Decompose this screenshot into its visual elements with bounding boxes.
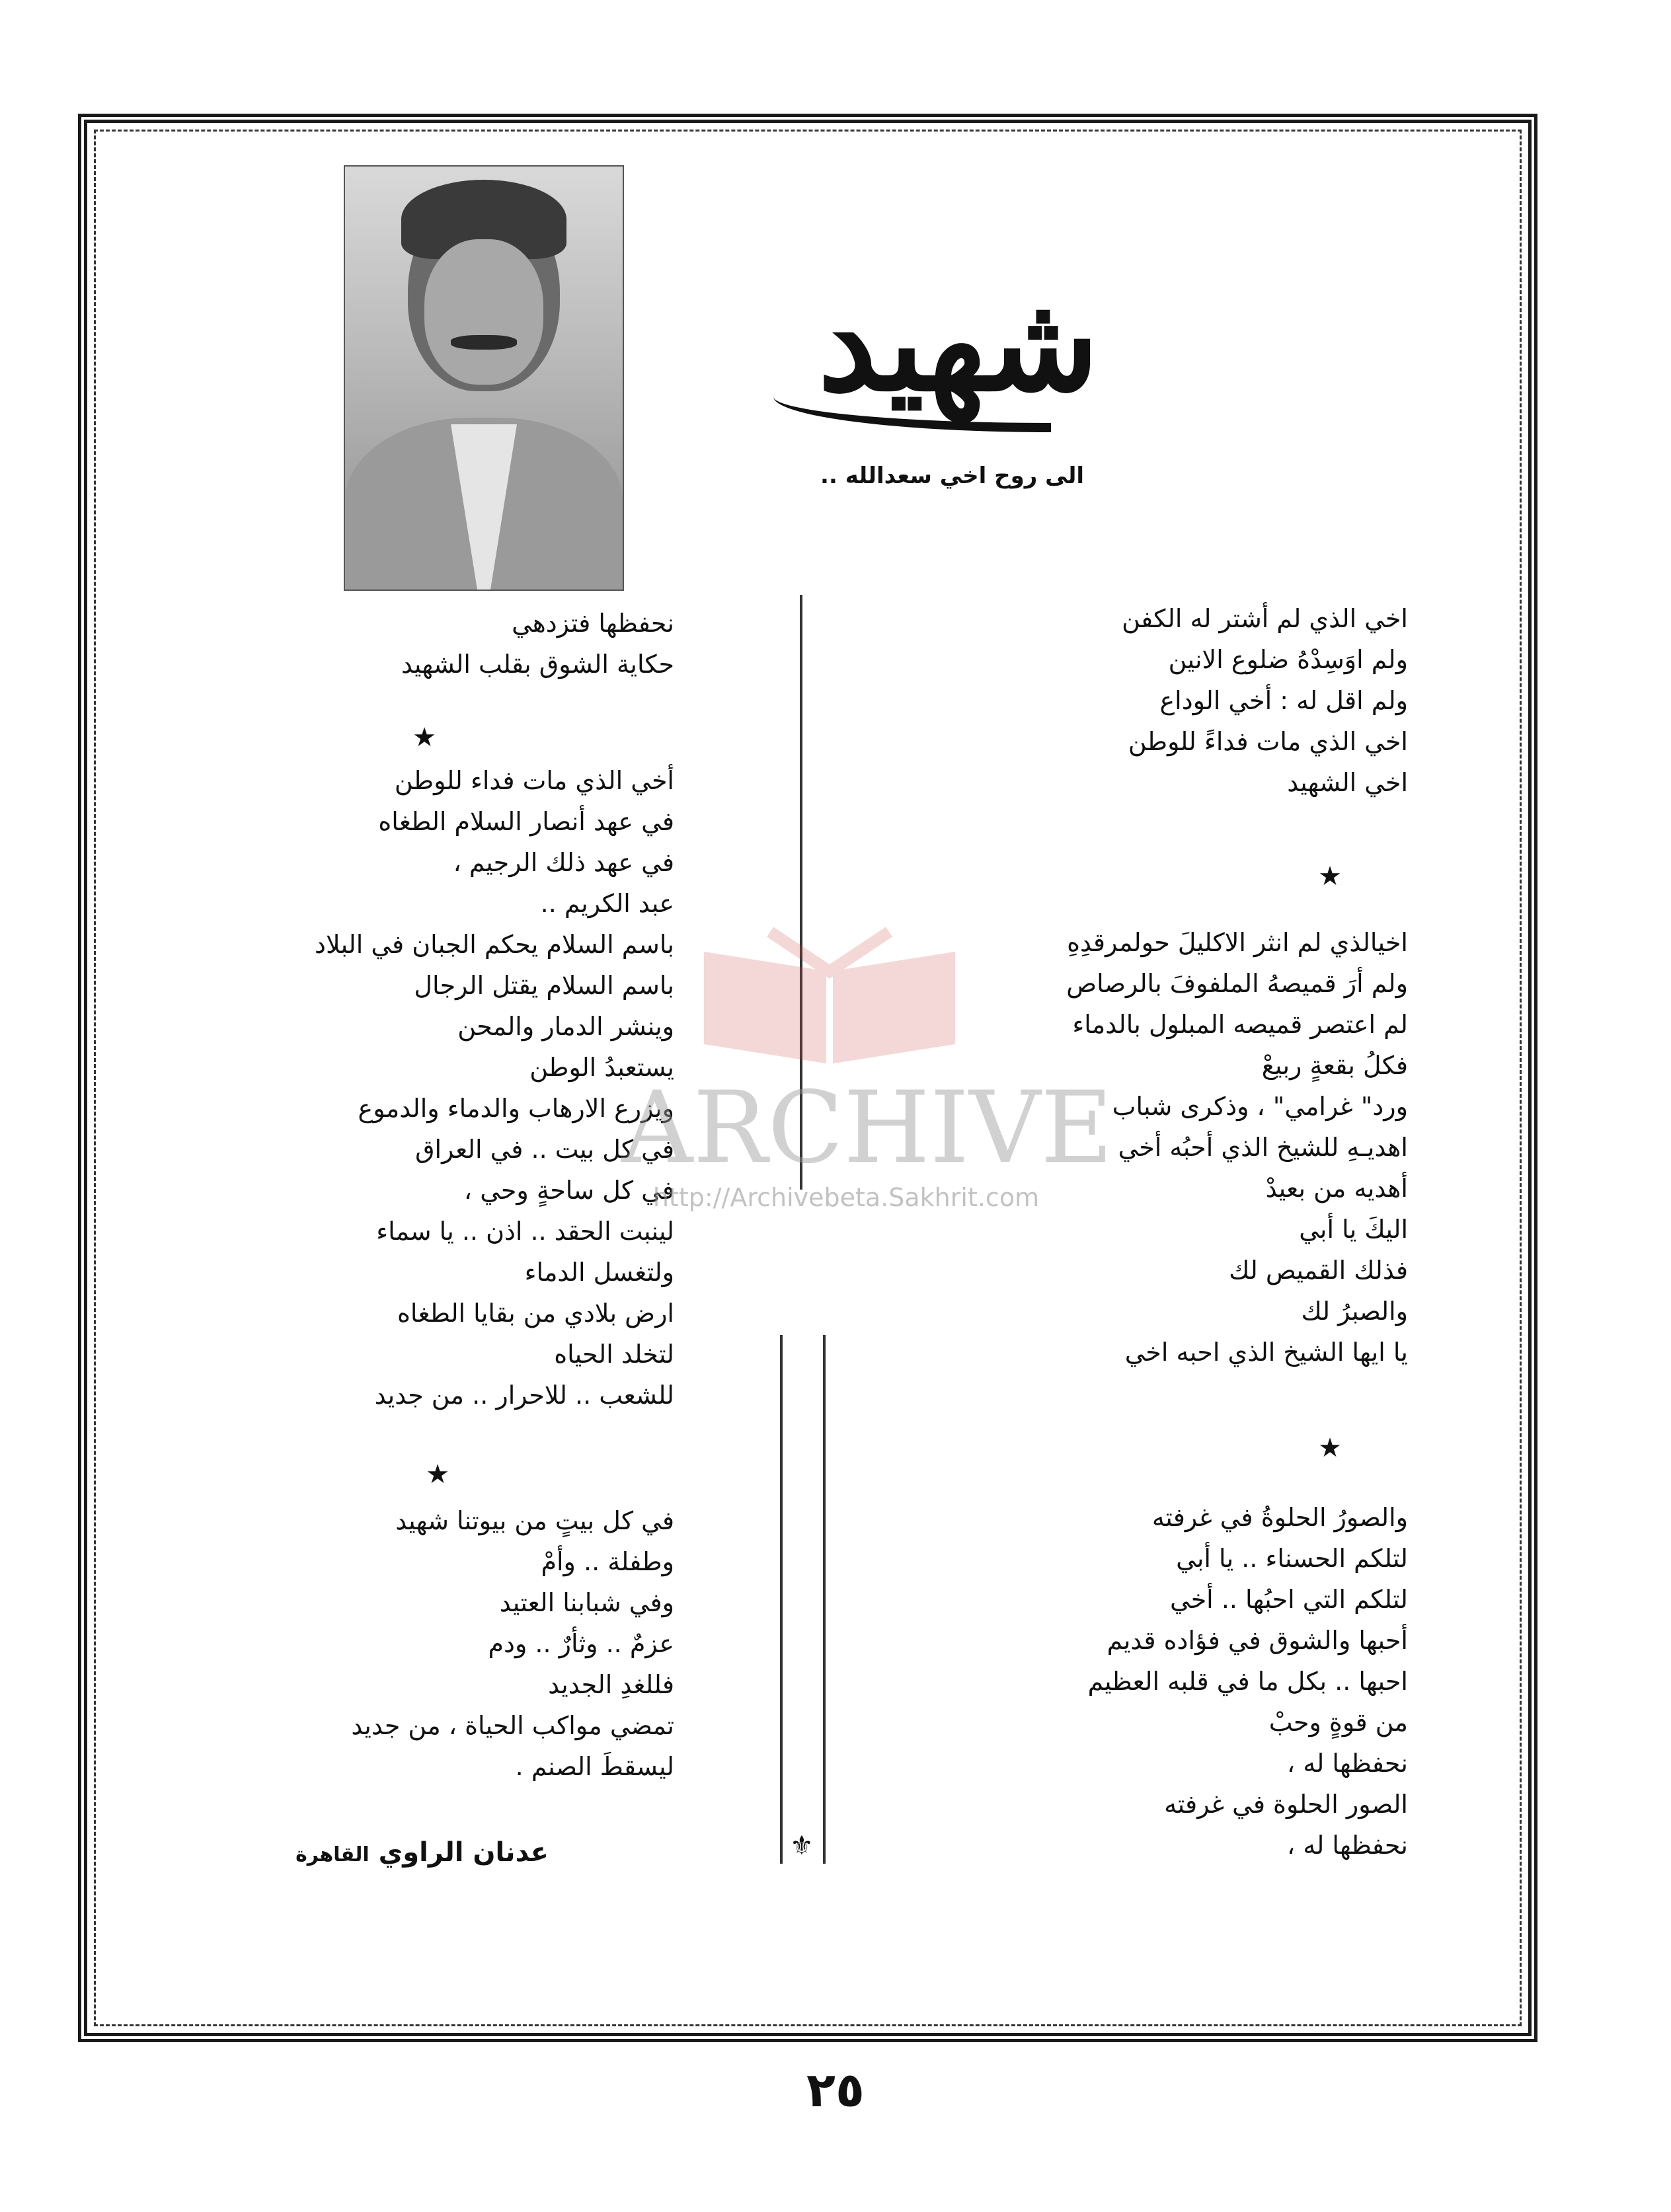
verse-line: اخي الذي لم أشتر له الكفن: [1122, 604, 1408, 633]
verse-line: باسم السلام يقتل الرجال: [414, 971, 674, 1000]
portrait-photo: [344, 165, 624, 591]
verse-line: أحبها والشوق في فؤاده قديم: [1107, 1626, 1408, 1655]
verse-line: لتخلد الحياه: [554, 1340, 674, 1369]
verse-line: نحفظها له ،: [1287, 1831, 1408, 1860]
left-stanza-1: [198, 603, 674, 685]
verse-line: اخي الشهيد: [1287, 768, 1408, 797]
verse-line: اليكَ يا أبي: [1299, 1215, 1408, 1244]
verse-line: في عهد أنصار السلام الطغاه: [378, 807, 674, 836]
verse-line: أهديه من بعيدْ: [1265, 1174, 1408, 1203]
verse-line: نحفظها له ،: [1287, 1749, 1408, 1778]
verse-line: وينشر الدمار والمحن: [457, 1012, 674, 1041]
poem-title: شهيد: [818, 266, 1099, 421]
verse-line: يا ايها الشيخ الذي احبه اخي: [1124, 1338, 1408, 1367]
verse-line: تمضي مواكب الحياة ، من جديد: [351, 1711, 674, 1740]
author-signature: [218, 1837, 549, 1868]
watermark-url: http://Archivebeta.Sakhrit.com: [652, 1183, 1040, 1212]
star-divider: ★: [426, 1459, 449, 1490]
verse-line: باسم السلام يحكم الجبان في البلاد: [315, 930, 674, 959]
verse-line: ولتغسل الدماء: [524, 1258, 674, 1287]
verse-line: وفي شبابنا العتيد: [499, 1588, 674, 1617]
right-stanza-1: [892, 598, 1408, 803]
verse-line: والصورُ الحلوةُ في غرفته: [1151, 1503, 1408, 1532]
verse-line: لينبت الحقد .. اذن .. يا سماء: [376, 1217, 674, 1246]
verse-line: احبها .. بكل ما في قلبه العظيم: [1087, 1667, 1408, 1696]
archive-book-icon: [691, 912, 968, 1071]
verse-line: نحفظها فتزدهي: [512, 609, 674, 638]
verse-line: فللغدِ الجديد: [548, 1670, 674, 1699]
left-stanza-3: [198, 1500, 674, 1787]
verse-line: ارض بلادي من بقايا الطغاه: [397, 1299, 674, 1328]
right-stanza-3: [892, 1497, 1408, 1866]
verse-line: أخي الذي مات فداء للوطن: [394, 766, 674, 795]
verse-line: فكلُ بقعةٍ ربيعْ: [1261, 1051, 1408, 1080]
verse-line: في كل بيت .. في العراق: [415, 1135, 674, 1164]
author-name: عدنان الراوي: [378, 1837, 549, 1868]
verse-line: والصبرُ لك: [1301, 1297, 1408, 1326]
watermark-text: ARCHIVE: [621, 1071, 1113, 1186]
poem-dedication: الى روح اخي سعدالله ..: [820, 463, 1084, 489]
verse-line: يستعبدُ الوطن: [529, 1053, 674, 1082]
column-divider: [780, 1335, 783, 1864]
left-stanza-2: [198, 760, 674, 1416]
author-city: القاهرة: [295, 1843, 369, 1866]
verse-line: اهديـهِ للشيخ الذي أحبُه أخي: [1118, 1133, 1408, 1162]
verse-line: ولم أرَ قميصهُ الملفوفَ بالرصاص: [1066, 969, 1408, 998]
verse-line: الصور الحلوة في غرفته: [1164, 1790, 1408, 1819]
verse-line: في كل ساحةٍ وحي ،: [463, 1176, 674, 1205]
verse-line: لتلكم التي احبُها .. أخي: [1170, 1585, 1408, 1614]
verse-line: ليسقطَ الصنم .: [515, 1752, 674, 1781]
verse-line: عبد الكريم ..: [540, 889, 674, 918]
star-divider: ★: [412, 722, 436, 753]
verse-line: لم اعتصر قميصه المبلول بالدماء: [1072, 1010, 1408, 1039]
verse-line: فذلك القميص لك: [1229, 1256, 1408, 1285]
verse-line: ويزرع الارهاب والدماء والدموع: [358, 1094, 674, 1123]
verse-line: اخي الذي مات فداءً للوطن: [1128, 727, 1408, 756]
ornament-icon: ⚜: [790, 1831, 814, 1861]
star-divider: ★: [1318, 1433, 1342, 1463]
verse-line: اخيالذي لم انثر الاكليلَ حولمرقدِهِ: [1067, 928, 1408, 957]
verse-line: ولم اوَسِدْهُ ضلوع الانين: [1168, 645, 1408, 674]
verse-line: من قوةٍ وحبْ: [1268, 1708, 1408, 1737]
verse-line: لتلكم الحسناء .. يا أبي: [1176, 1544, 1408, 1573]
verse-line: ورد" غرامي" ، وذكرى شباب: [1112, 1092, 1408, 1121]
verse-line: للشعب .. للاحرار .. من جديد: [374, 1381, 674, 1410]
verse-line: في كل بيتٍ من بيوتنا شهيد: [395, 1506, 674, 1535]
verse-line: وطفلة .. وأمْ: [541, 1547, 674, 1576]
verse-line: في عهد ذلك الرجيم ،: [453, 848, 674, 877]
star-divider: ★: [1318, 861, 1342, 892]
column-divider: [823, 1335, 826, 1864]
verse-line: حكاية الشوق بقلب الشهيد: [401, 650, 674, 679]
verse-line: ولم اقل له : أخي الوداع: [1159, 686, 1408, 715]
verse-line: عزمٌ .. وثأرٌ .. ودم: [488, 1629, 674, 1658]
page-number: ٢٥: [806, 2062, 865, 2117]
